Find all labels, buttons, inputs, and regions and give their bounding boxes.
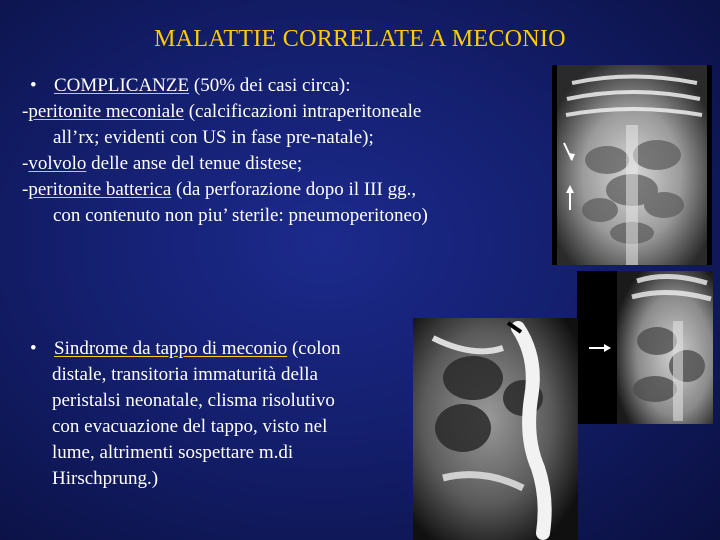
item-text: delle anse del tenue distese; — [86, 153, 303, 174]
bullet: • — [30, 75, 37, 96]
tappo-meconio-line-2: distale, transitoria immaturità della — [52, 364, 318, 385]
complicanze-link[interactable]: COMPLICANZE — [54, 75, 190, 96]
list-item-volvolo — [22, 151, 562, 177]
line-text: (colon — [287, 338, 341, 359]
slide-title: MALATTIE CORRELATE A MECONIO — [154, 26, 566, 52]
peritonite-batterica-link[interactable]: peritonite batterica — [28, 179, 172, 200]
item-continuation: all’rx; evidenti con US in fase pre-natale); — [53, 127, 374, 148]
tappo-meconio-line-5: lume, altrimenti sospettare m.di — [52, 442, 294, 463]
dash: - — [22, 179, 29, 200]
item-continuation: con contenuto non piu’ sterile: pneumoperitoneo) — [53, 205, 428, 226]
tappo-meconio-line-3: peristalsi neonatale, clisma risolutivo — [52, 390, 335, 411]
xray-image-lateral — [577, 271, 713, 424]
peritonite-meconiale-link[interactable]: peritonite meconiale — [28, 101, 184, 122]
item-text: (calcificazioni intraperitoneale — [183, 101, 422, 122]
tappo-meconio-line-1 — [30, 336, 430, 362]
dash: - — [22, 101, 29, 122]
tappo-meconio-line-6: Hirschprung.) — [52, 468, 159, 489]
volvolo-link[interactable]: volvolo — [28, 153, 87, 174]
item-text: (da perforazione dopo il III gg., — [171, 179, 417, 200]
tappo-meconio-block — [30, 336, 430, 492]
sindrome-tappo-link[interactable]: Sindrome da tappo di meconio — [54, 338, 288, 359]
xray-image-abdomen — [552, 65, 712, 265]
dash: - — [22, 153, 29, 174]
complicanze-block — [30, 73, 550, 99]
tappo-meconio-line-4: con evacuazione del tappo, visto nel — [52, 416, 328, 437]
complicanze-heading-rest: (50% dei casi circa): — [189, 75, 351, 96]
xray-image-contrast-enema — [413, 318, 578, 540]
list-item-peritonite-batterica — [22, 177, 562, 203]
complicanze-items — [22, 99, 562, 229]
list-item-peritonite-meconiale — [22, 99, 562, 125]
bullet: • — [30, 338, 37, 359]
complicanze-heading — [30, 73, 550, 99]
